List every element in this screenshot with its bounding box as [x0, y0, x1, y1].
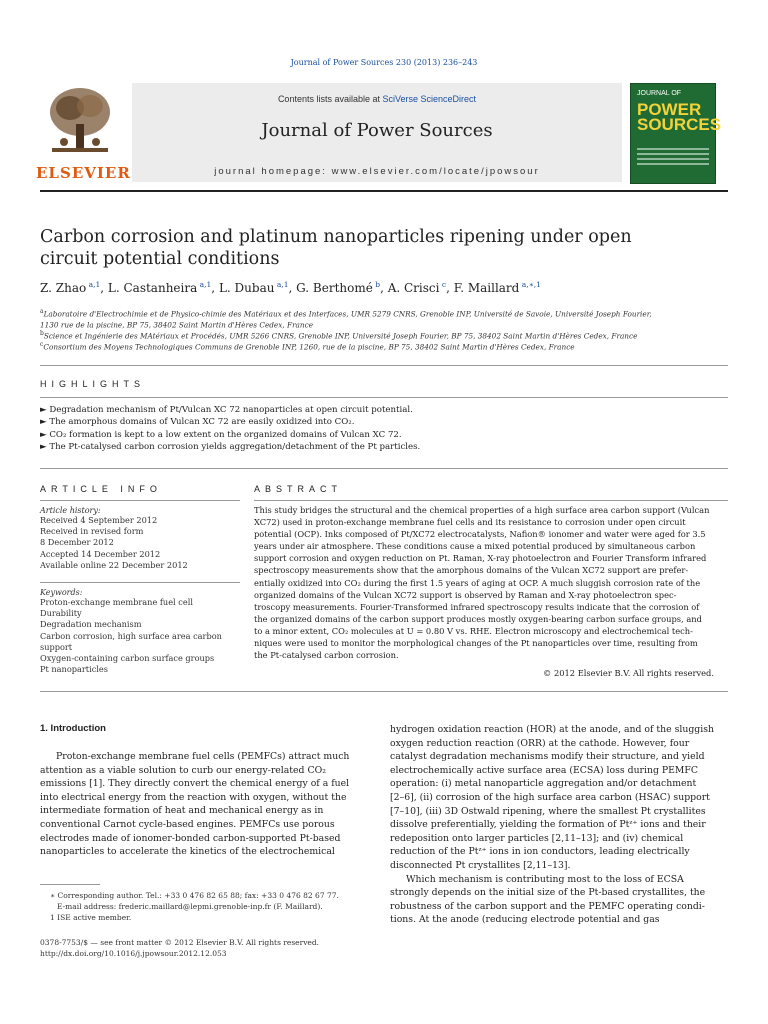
sciencedirect-link[interactable]: SciVerse ScienceDirect — [382, 94, 477, 104]
author[interactable]: G. Berthomé $^b$ — [296, 280, 381, 295]
history-item: Received 4 September 2012 — [40, 515, 158, 525]
cover-decoration — [637, 148, 709, 168]
affiliation: $^a$Laboratoire d'Electrochimie et de Physico-chimie des Matériaux et des Interfaces, UMR 5279 CNRS, Grenoble INP, Université de Savoie, Université Joseph Fourier, — [40, 308, 652, 319]
header-rule — [40, 190, 728, 192]
footnote-rule — [40, 884, 100, 885]
doi-link[interactable]: http://dx.doi.org/10.1016/j.jpowsour.2012.12.053 — [40, 949, 227, 958]
highlight-item: ► Degradation mechanism of Pt/Vulcan XC 72 nanoparticles at open circuit potential. — [40, 405, 413, 415]
keyword: Pt nanoparticles — [40, 664, 108, 675]
highlight-item: ► The Pt-catalysed carbon corrosion yields aggregation/detachment of the Pt particles. — [40, 442, 421, 453]
elsevier-tree-logo — [44, 84, 116, 158]
keyword: Oxygen-containing carbon surface groups — [40, 653, 215, 664]
cover-title-line-2: SOURCES — [637, 115, 722, 134]
article-title — [40, 226, 700, 270]
highlight-item: ► CO₂ formation is kept to a low extent on the organized domains of Vulcan XC 72. — [40, 429, 402, 440]
section-heading: 1. Introduction — [40, 723, 106, 734]
affiliation: 1130 rue de la piscine, BP 75, 38402 Saint Martin d'Hères Cedex, France — [40, 320, 314, 330]
journal-title: Journal of Power Sources — [261, 120, 493, 141]
history-item: Accepted 14 December 2012 — [40, 548, 161, 559]
body-column-left-cont: attention as a viable solution to curb our energy-related CO₂ emissions [1]. They directly convert the chemical energy of a fuel into electrical energy from the reaction with oxygen, without the intermediate formation of heat and mechanical energy as in conventional Carnot cycle-based engines. PEMFCs use porous electrodes made of ionomer-bonded carbon-supported Pt-based nanoparticles to accelerate the kinetics of the electrochemical — [40, 764, 350, 858]
footnote-email[interactable]: E-mail address: frederic.maillard@lepmi.grenoble-inp.fr (F. Maillard). — [57, 902, 323, 911]
keyword: Durability — [40, 608, 82, 619]
journal-homepage-link[interactable]: journal homepage: www.elsevier.com/locate/jpowsour — [214, 166, 540, 177]
divider — [40, 468, 728, 469]
divider — [40, 500, 240, 501]
highlights-list — [40, 404, 730, 454]
divider — [40, 397, 728, 398]
body-column-right: hydrogen oxidation reaction (HOR) at the anode, and of the sluggish oxygen reduction reaction (ORR) at the cathode. However, four catalyst degradation mechanisms modify their structure, and yield electrochemically active surface area (ECSA) loss during PEMFC operation: (i) metal nanoparticle aggregation and/or detachment [2–6], (ii) corrosion of the high surface area carbon (HSAC) support [7–10], (iii) 3D Ostwald ripening, where the smallest Pt crystallites dissolve preferentially, yielding the formation of Ptᶻ⁺ ions and their redeposition onto larger particles [2,11–13]; and (iv) chemical reduction of the Ptᶻ⁺ ions in ion conductors, leading electrically disconnected Pt crystallites [2,11–13]. Which mechanism is contributing most to the loss of ECSA strongly depends on the initial size of the Pt-based crystallites, the robustness of the carbon support and the PEMFC operating condi- tions. At the anode (reducing electrode potential and gas — [390, 724, 714, 926]
article-title-line-1: Carbon corrosion and platinum nanoparticles ripening under open — [40, 227, 632, 247]
author[interactable]: L. Castanheira $^{a,1}$ — [107, 280, 212, 295]
affiliation: $^c$Consortium des Moyens Technologiques Communs de Grenoble INP, 1260, rue de la piscine, BP 75, 38402 Saint Martin d'Hères Cedex, France — [40, 341, 575, 352]
body-column-left: Proton-exchange membrane fuel cells (PEMFCs) attract much — [56, 751, 350, 762]
article-info-heading: ARTICLE INFO — [40, 484, 162, 494]
issn-line: 0378-7753/$ — see front matter © 2012 Elsevier B.V. All rights reserved. — [40, 938, 320, 947]
divider — [40, 691, 728, 692]
author[interactable]: Z. Zhao $^{a,1}$ — [40, 280, 101, 295]
cover-title — [637, 102, 721, 132]
history-item: 8 December 2012 — [40, 537, 114, 548]
abstract-heading: ABSTRACT — [254, 484, 343, 494]
keyword: Carbon corrosion, high surface area carbon — [40, 630, 222, 641]
contents-line — [132, 94, 622, 104]
article-history — [40, 506, 250, 571]
footnote-ise: 1 ISE active member. — [50, 913, 132, 922]
keyword: Degradation mechanism — [40, 619, 142, 630]
highlight-item: ► The amorphous domains of Vulcan XC 72 are easily oxidized into CO₂. — [40, 417, 355, 428]
history-item: Received in revised form — [40, 526, 144, 537]
keywords-label: Keywords: — [40, 588, 83, 597]
copyright-notice: © 2012 Elsevier B.V. All rights reserved. — [543, 668, 714, 678]
keyword: support — [40, 641, 73, 652]
author[interactable]: A. Crisci $^c$ — [387, 280, 447, 295]
cover-title-line-1: POWER — [637, 100, 702, 119]
divider — [254, 500, 728, 501]
keyword: Proton-exchange membrane fuel cell — [40, 597, 193, 607]
footnote-corresponding: ∗ Corresponding author. Tel.: +33 0 476 82 65 88; fax: +33 0 476 82 67 77. — [50, 891, 339, 900]
divider — [40, 582, 240, 583]
history-item: Available online 22 December 2012 — [40, 559, 188, 570]
author[interactable]: L. Dubau $^{a,1}$ — [218, 280, 289, 295]
affiliation: $^b$Science et Ingénierie des MAtériaux et Procédés, UMR 5266 CNRS, Grenoble INP, Université Joseph Fourier, BP 75, 38402 Saint Martin d'Hères Cedex, France — [40, 330, 638, 341]
elsevier-wordmark: ELSEVIER — [36, 164, 131, 182]
highlights-heading: HIGHLIGHTS — [40, 379, 146, 389]
cover-small-text: JOURNAL OF — [637, 90, 682, 97]
contents-prefix: Contents lists available at — [277, 94, 380, 104]
divider — [40, 365, 728, 366]
keywords — [40, 588, 250, 675]
abstract-text: This study bridges the structural and the chemical properties of a high surface area carbon support (Vulcan XC72) used in proton-exchange membrane fuel cells and its resistance to corrosion under open circuit potential (OCP). Inks composed of Pt/XC72 electrocatalysts, Nafion® ionomer and water were aged for 3.5 years under air atmosphere. These conditions cause a mixed potential produced by simultaneous carbon support corrosion and oxygen reduction on Pt. Raman, X-ray photoelectron and Fourier Transform infrared spectroscopy measurements show that the amorphous domains of the Vulcan XC72 support are prefer- entially oxidized into CO₂ during the first 1.5 years of aging at OCP. A much sluggish corrosion rate of the organized domains of the Vulcan XC72 support is observed by Raman and X-ray photoelectron spec- troscopy measurements. Fourier-Transformed infrared spectroscopy results indicate that the corrosion of the organized domains of the carbon support produces mostly oxygen-bearing carbon surface groups, and to a minor extent, CO₂ molecules at U = 0.80 V vs. RHE. Electron microscopy and electrochemical tech- niques were used to monitor the morphological changes of the Pt nanoparticles over time, resulting from the Pt-catalysed carbon corrosion. — [254, 505, 710, 661]
article-history-label: Article history: — [40, 506, 101, 515]
article-title-line-2: circuit potential conditions — [40, 249, 280, 269]
author-list: Z. Zhao $^{a,1}$, L. Castanheira $^{a,1}$, L. Dubau $^{a,1}$, G. Berthomé $^b$, A. Crisci $^c$, F. Maillard $^{a,∗,1}$ — [40, 280, 541, 295]
author[interactable]: F. Maillard $^{a,∗,1}$ — [453, 280, 541, 295]
journal-reference[interactable]: Journal of Power Sources 230 (2013) 236–243 — [290, 58, 478, 67]
journal-cover-image — [630, 83, 722, 184]
